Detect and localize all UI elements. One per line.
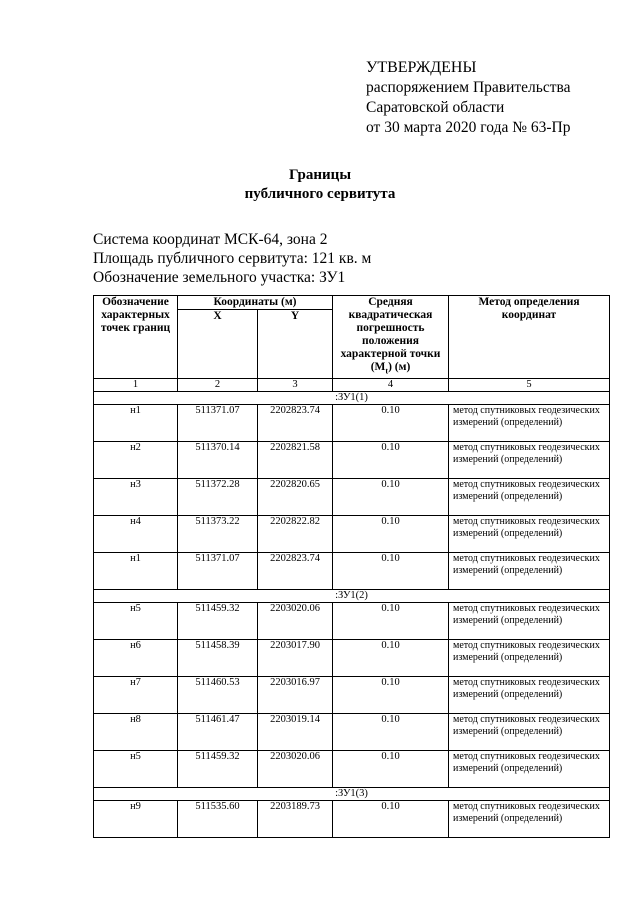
- approval-block: [366, 58, 571, 138]
- error-cell: 0.10: [333, 714, 449, 751]
- point-cell: н3: [94, 479, 178, 516]
- title-line-1: Границы: [288, 167, 352, 183]
- approval-heading: УТВЕРЖДЕНЫ: [366, 59, 477, 76]
- table-row: [94, 405, 610, 442]
- error-cell: 0.10: [333, 640, 449, 677]
- x-cell: 511373.22: [178, 516, 258, 553]
- coordinate-system: Система координат МСК-64, зона 2: [93, 231, 328, 248]
- point-cell: н2: [94, 442, 178, 479]
- column-number: 2: [178, 379, 258, 392]
- method-cell: метод спутниковых геодезических измерений (определений): [449, 479, 610, 516]
- point-cell: н1: [94, 405, 178, 442]
- point-cell: н5: [94, 603, 178, 640]
- column-number: 5: [449, 379, 610, 392]
- section-row: [94, 392, 610, 405]
- approval-line-4: от 30 марта 2020 года № 63-Пр: [366, 119, 571, 136]
- title-line-2: публичного сервитута: [244, 186, 396, 202]
- approval-line-3: Саратовской области: [366, 99, 505, 116]
- error-cell: 0.10: [333, 516, 449, 553]
- header-y: Y: [258, 310, 333, 379]
- x-cell: 511371.07: [178, 405, 258, 442]
- table-row: [94, 603, 610, 640]
- method-cell: метод спутниковых геодезических измерений (определений): [449, 553, 610, 590]
- section-label: :ЗУ1(3): [94, 788, 610, 801]
- column-number: 1: [94, 379, 178, 392]
- y-cell: 2202823.74: [258, 405, 333, 442]
- point-cell: н8: [94, 714, 178, 751]
- y-cell: 2203016.97: [258, 677, 333, 714]
- method-cell: метод спутниковых геодезических измерений (определений): [449, 640, 610, 677]
- point-cell: н9: [94, 801, 178, 838]
- y-cell: 2202823.74: [258, 553, 333, 590]
- point-cell: н7: [94, 677, 178, 714]
- table-row: [94, 553, 610, 590]
- y-cell: 2203020.06: [258, 751, 333, 788]
- table-row: [94, 442, 610, 479]
- metadata-block: [93, 230, 371, 287]
- x-cell: 511370.14: [178, 442, 258, 479]
- y-cell: 2203019.14: [258, 714, 333, 751]
- error-cell: 0.10: [333, 442, 449, 479]
- point-cell: н6: [94, 640, 178, 677]
- table-row: [94, 751, 610, 788]
- error-cell: 0.10: [333, 553, 449, 590]
- section-row: [94, 590, 610, 603]
- method-cell: метод спутниковых геодезических измерений (определений): [449, 405, 610, 442]
- x-cell: 511461.47: [178, 714, 258, 751]
- point-cell: н4: [94, 516, 178, 553]
- error-cell: 0.10: [333, 405, 449, 442]
- approval-line-2: распоряжением Правительства: [366, 79, 571, 96]
- y-cell: 2203020.06: [258, 603, 333, 640]
- method-cell: метод спутниковых геодезических измерений (определений): [449, 801, 610, 838]
- column-number: 3: [258, 379, 333, 392]
- coordinates-table: [93, 295, 610, 838]
- method-cell: метод спутниковых геодезических измерений (определений): [449, 714, 610, 751]
- table-row: [94, 479, 610, 516]
- method-cell: метод спутниковых геодезических измерений (определений): [449, 677, 610, 714]
- header-coordinates: Координаты (м): [178, 296, 333, 310]
- header-x: X: [178, 310, 258, 379]
- x-cell: 511372.28: [178, 479, 258, 516]
- x-cell: 511460.53: [178, 677, 258, 714]
- column-number-row: [94, 379, 610, 392]
- table-row: [94, 516, 610, 553]
- header-point-designation: Обозначение характерных точек границ: [94, 296, 178, 379]
- table-row: [94, 677, 610, 714]
- section-row: [94, 788, 610, 801]
- method-cell: метод спутниковых геодезических измерений (определений): [449, 751, 610, 788]
- method-cell: метод спутниковых геодезических измерений (определений): [449, 603, 610, 640]
- land-plot-designation: Обозначение земельного участка: ЗУ1: [93, 269, 346, 286]
- y-cell: 2203189.73: [258, 801, 333, 838]
- x-cell: 511371.07: [178, 553, 258, 590]
- error-cell: 0.10: [333, 603, 449, 640]
- y-cell: 2202820.65: [258, 479, 333, 516]
- point-cell: н5: [94, 751, 178, 788]
- header-method: Метод определения координат: [449, 296, 610, 379]
- x-cell: 511459.32: [178, 751, 258, 788]
- error-cell: 0.10: [333, 479, 449, 516]
- y-cell: 2203017.90: [258, 640, 333, 677]
- y-cell: 2202821.58: [258, 442, 333, 479]
- y-cell: 2202822.82: [258, 516, 333, 553]
- table-row: [94, 714, 610, 751]
- method-cell: метод спутниковых геодезических измерений (определений): [449, 516, 610, 553]
- x-cell: 511458.39: [178, 640, 258, 677]
- table-row: [94, 640, 610, 677]
- point-cell: н1: [94, 553, 178, 590]
- header-mean-error: Средняя квадратическая погрешность положения характерной точки $(M_t)$ (м): [333, 296, 449, 379]
- x-cell: 511459.32: [178, 603, 258, 640]
- table-row: [94, 801, 610, 838]
- servitude-area: Площадь публичного сервитута: 121 кв. м: [93, 250, 372, 267]
- table-body: [94, 379, 610, 838]
- section-label: :ЗУ1(2): [94, 590, 610, 603]
- error-cell: 0.10: [333, 801, 449, 838]
- column-number: 4: [333, 379, 449, 392]
- section-label: :ЗУ1(1): [94, 392, 610, 405]
- x-cell: 511535.60: [178, 801, 258, 838]
- document-title: [0, 166, 640, 204]
- error-cell: 0.10: [333, 677, 449, 714]
- method-cell: метод спутниковых геодезических измерений (определений): [449, 442, 610, 479]
- error-cell: 0.10: [333, 751, 449, 788]
